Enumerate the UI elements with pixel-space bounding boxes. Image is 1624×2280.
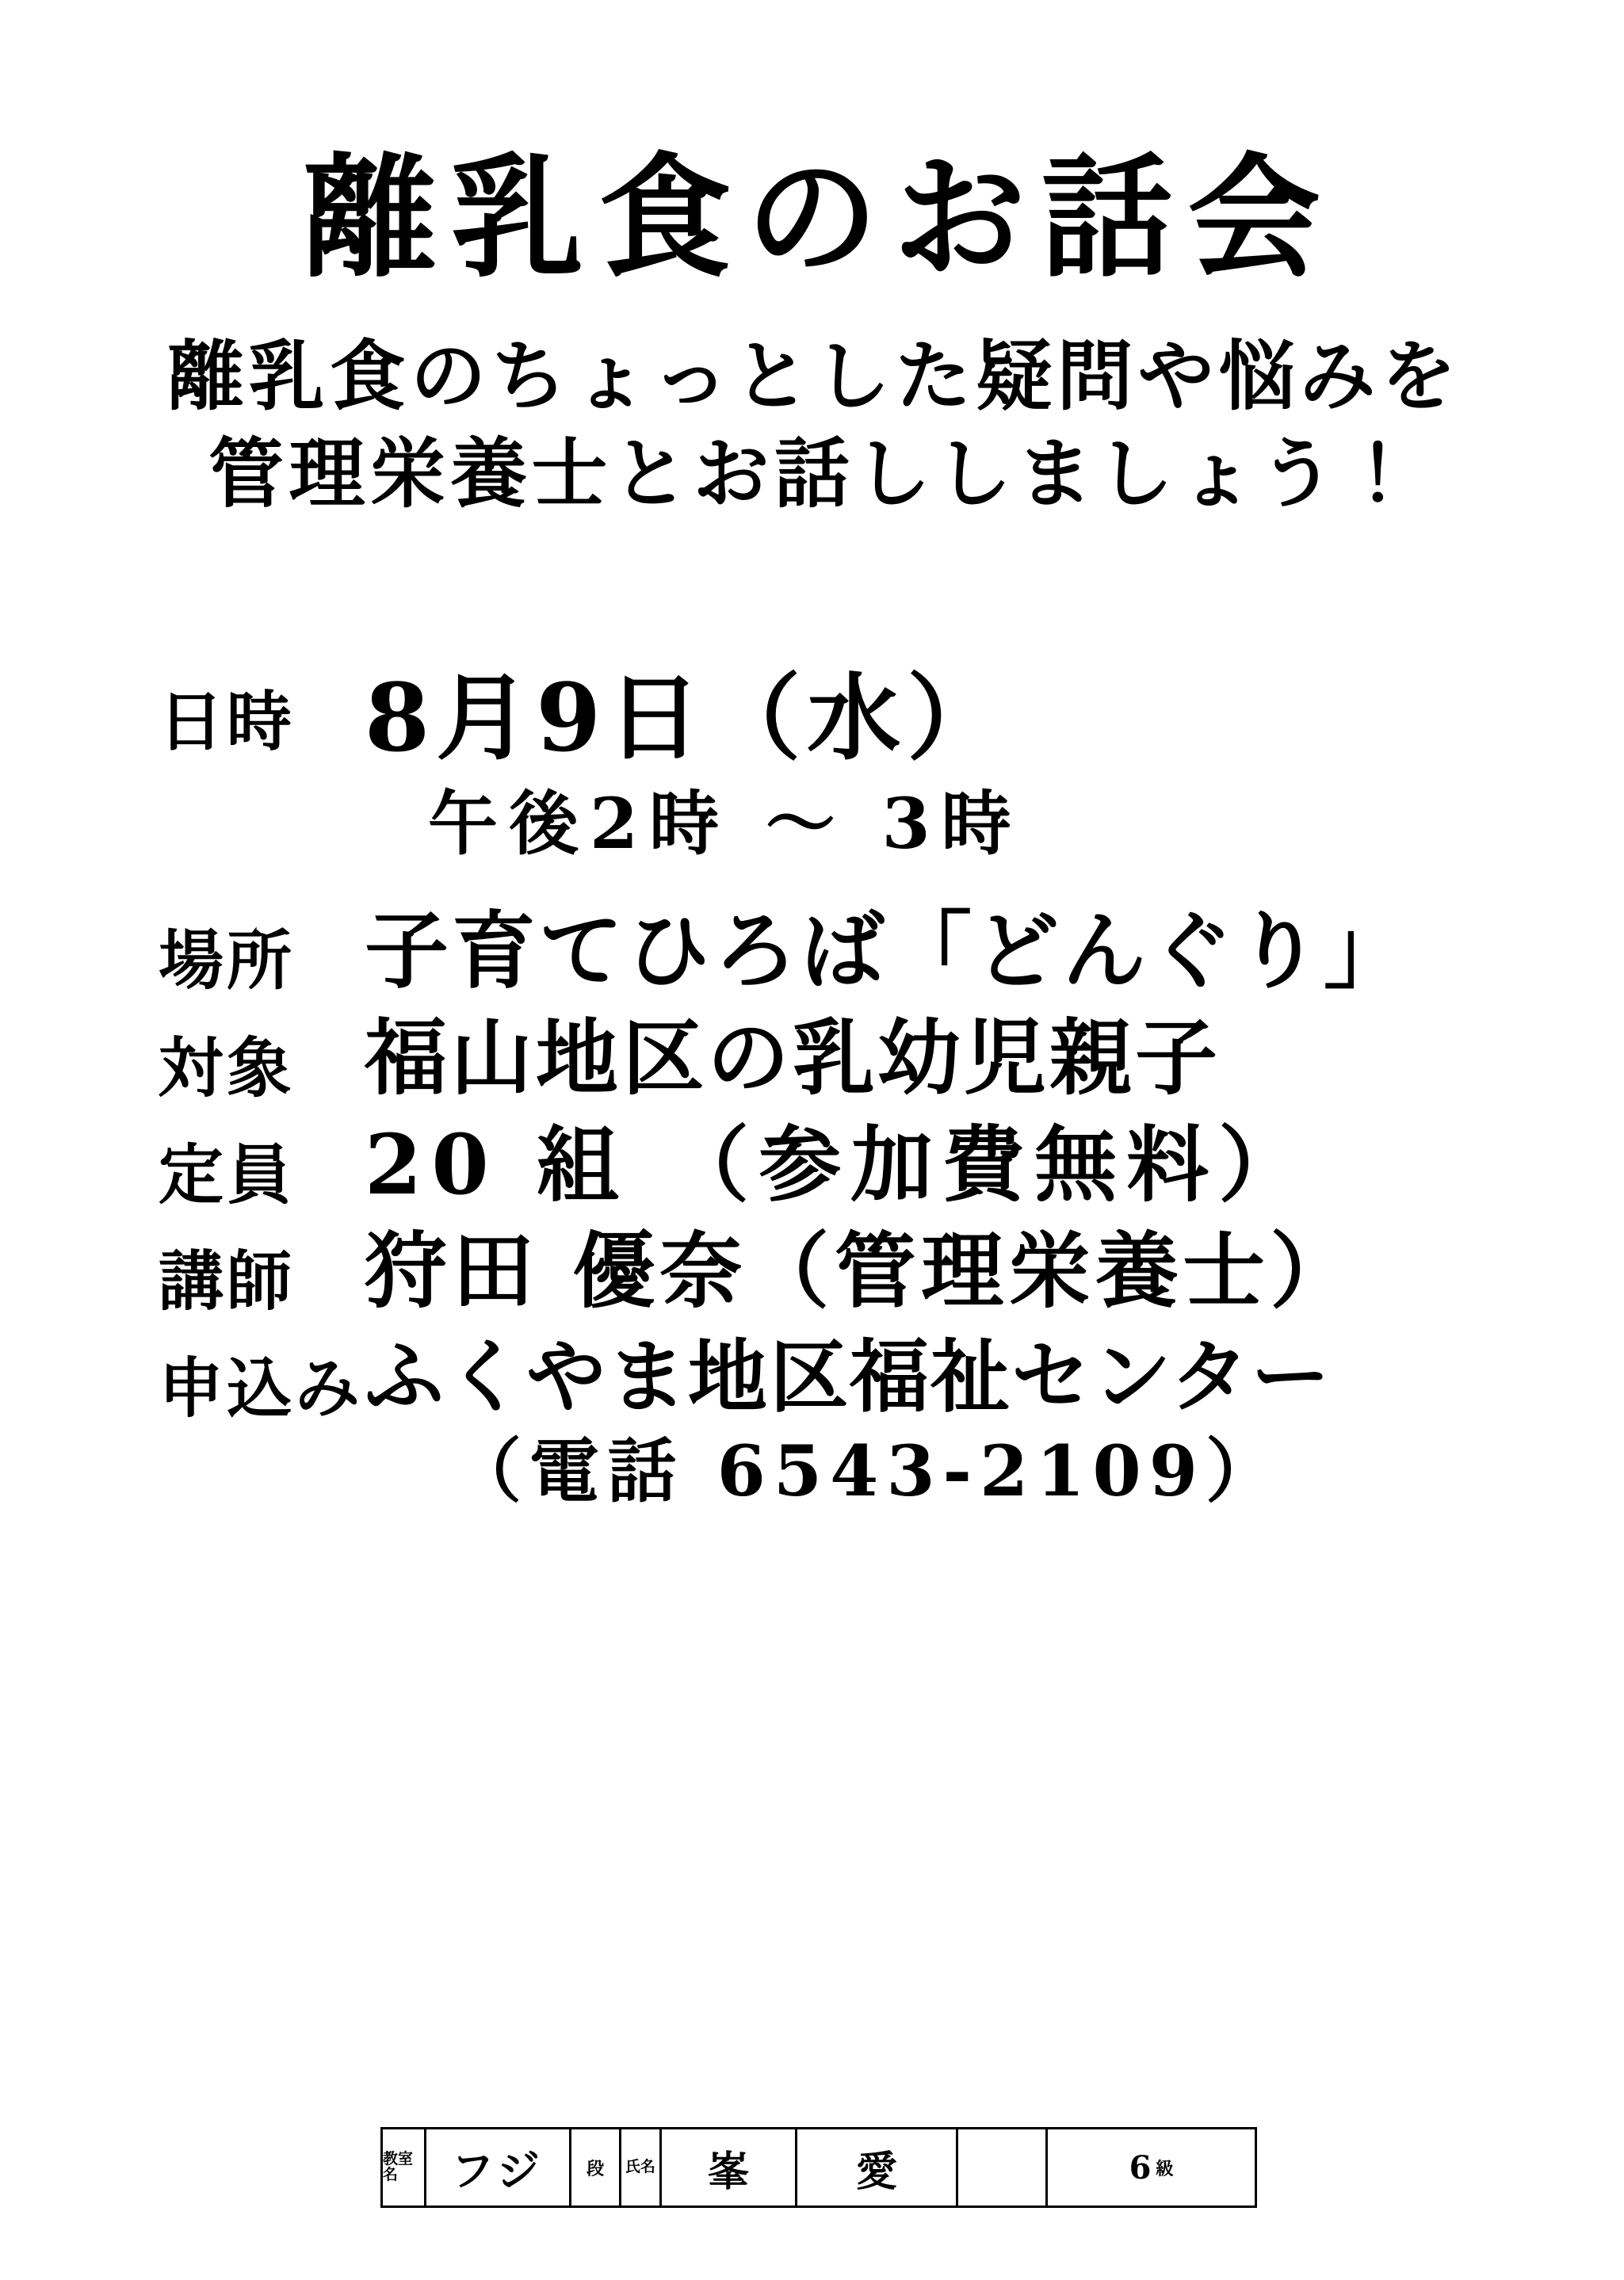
detail-row-apply <box>159 1329 1506 1512</box>
stamp-classroom-label: 教室名 <box>383 2129 426 2206</box>
detail-list <box>159 663 1506 1524</box>
stamp-name-label: 氏名 <box>621 2129 662 2206</box>
stamp-grade-value: 6 <box>1129 2148 1152 2186</box>
detail-label-datetime: 日時 <box>159 684 296 760</box>
detail-label-apply: 申込み <box>159 1350 364 1426</box>
detail-value-datetime-main: 8月9日（水） <box>365 663 1007 773</box>
subtitle-line-1: 離乳食のちょっとした疑問や悩みを <box>167 331 1462 421</box>
detail-value-datetime <box>365 663 1506 865</box>
stamp-blank-cell <box>958 2129 1048 2206</box>
detail-value-apply-phone: （電話 6543-2109） <box>452 1429 1284 1512</box>
detail-value-datetime-time: 午後2時 ～ 3時 <box>428 782 1022 865</box>
detail-value-apply <box>365 1329 1506 1512</box>
detail-label-lecturer: 講師 <box>159 1243 296 1320</box>
stamp-name-first: 峯 <box>662 2129 797 2206</box>
detail-label-target: 対象 <box>159 1030 296 1107</box>
detail-value-target: 福山地区の乳幼児親子 <box>365 1009 1221 1107</box>
stamp-grade <box>1048 2129 1255 2206</box>
detail-label-capacity: 定員 <box>159 1136 296 1213</box>
detail-value-apply-main: ふくやま地区福祉センター <box>365 1329 1332 1423</box>
detail-value-capacity: 20 組 （参加費無料） <box>365 1115 1311 1213</box>
subtitle-line-2: 管理栄養士とお話ししましょう！ <box>208 428 1421 518</box>
stamp-name-second: 愛 <box>797 2129 958 2206</box>
detail-value-place: 子育てひろば「どんぐり」 <box>365 900 1411 1000</box>
title-block <box>0 139 1624 523</box>
detail-row-target <box>159 1009 1506 1107</box>
page-subtitle <box>0 328 1624 523</box>
detail-row-lecturer <box>159 1222 1506 1320</box>
detail-label-place: 場所 <box>159 922 296 999</box>
stamp-classroom-value: フジ <box>426 2129 571 2206</box>
row-spacer <box>159 877 1506 904</box>
stamp-rank-label: 段 <box>571 2129 621 2206</box>
signature-stamp-box <box>380 2127 1257 2208</box>
detail-row-place <box>159 900 1506 1000</box>
detail-row-capacity <box>159 1115 1506 1213</box>
detail-value-lecturer: 狩田 優奈（管理栄養士） <box>365 1222 1358 1320</box>
page-title: 離乳食のお話会 <box>303 139 1336 296</box>
stamp-grade-unit: 級 <box>1156 2158 1174 2179</box>
detail-row-datetime <box>159 663 1506 865</box>
